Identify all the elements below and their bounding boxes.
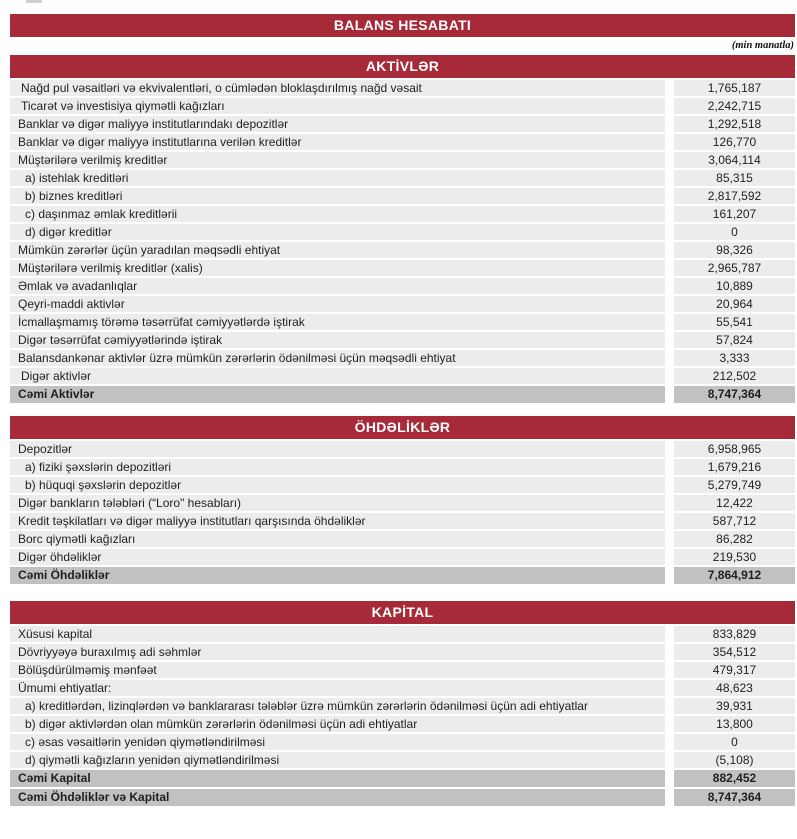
row-label: a) fiziki şəxslərin depozitləri — [10, 459, 665, 475]
row-value: 55,541 — [674, 314, 795, 330]
total-row — [10, 770, 795, 787]
row-value: 354,512 — [674, 644, 795, 660]
section-header: KAPİTAL — [10, 601, 795, 624]
table-row — [10, 134, 795, 150]
row-value: (5,108) — [674, 752, 795, 768]
column-gap — [665, 789, 674, 806]
row-value: 1,679,216 — [674, 459, 795, 475]
total-row — [10, 789, 795, 806]
column-gap — [665, 567, 674, 584]
column-gap — [665, 350, 674, 366]
column-gap — [665, 752, 674, 768]
table-row — [10, 662, 795, 678]
report-title: BALANS HESABATI — [10, 14, 795, 37]
table-row — [10, 441, 795, 457]
table-row — [10, 626, 795, 642]
row-label: Banklar və digər maliyyə institutlarındakı depozitlər — [10, 116, 665, 132]
column-gap — [665, 332, 674, 348]
row-value: 39,931 — [674, 698, 795, 714]
row-value: 833,829 — [674, 626, 795, 642]
column-gap — [665, 513, 674, 529]
balance-table — [10, 55, 795, 806]
row-value: 0 — [674, 224, 795, 240]
column-gap — [665, 134, 674, 150]
row-label: Cəmi Öhdəliklər və Kapital — [10, 789, 665, 806]
row-label: a) istehlak kreditləri — [10, 170, 665, 186]
row-value: 2,242,715 — [674, 98, 795, 114]
column-gap — [665, 477, 674, 493]
row-value: 126,770 — [674, 134, 795, 150]
table-row — [10, 752, 795, 768]
row-value: 3,333 — [674, 350, 795, 366]
row-label: Digər təsərrüfat cəmiyyətlərində iştirak — [10, 332, 665, 348]
table-row — [10, 332, 795, 348]
table-row — [10, 644, 795, 660]
column-gap — [665, 206, 674, 222]
row-label: Dövriyyəyə buraxılmış adi səhmlər — [10, 644, 665, 660]
row-label: Depozitlər — [10, 441, 665, 457]
table-row — [10, 278, 795, 294]
row-label: Cəmi Aktivlər — [10, 386, 665, 403]
cropped-artifact — [26, 0, 42, 3]
column-gap — [665, 188, 674, 204]
column-gap — [665, 116, 674, 132]
column-gap — [665, 278, 674, 294]
report-content — [10, 14, 795, 808]
table-row — [10, 350, 795, 366]
column-gap — [665, 680, 674, 696]
row-value: 57,824 — [674, 332, 795, 348]
table-section — [10, 601, 795, 806]
row-label: d) digər kreditlər — [10, 224, 665, 240]
table-row — [10, 680, 795, 696]
column-gap — [665, 224, 674, 240]
total-row — [10, 386, 795, 403]
row-label: a) kreditlərdən, lizinqlərdən və banklararası tələblər üzrə mümkün zərərlərin ödənilməsi üçün adi ehtiyatlar — [10, 698, 665, 714]
row-label: Əmlak və avadanlıqlar — [10, 278, 665, 294]
column-gap — [665, 368, 674, 384]
row-value: 48,623 — [674, 680, 795, 696]
row-label: c) əsas vəsaitlərin yenidən qiymətləndirilməsi — [10, 734, 665, 750]
section-header: ÖHDƏLİKLƏR — [10, 416, 795, 439]
row-value: 85,315 — [674, 170, 795, 186]
row-value: 587,712 — [674, 513, 795, 529]
row-value: 10,889 — [674, 278, 795, 294]
table-row — [10, 152, 795, 168]
column-gap — [665, 314, 674, 330]
column-gap — [665, 698, 674, 714]
column-gap — [665, 626, 674, 642]
column-gap — [665, 386, 674, 403]
row-label: Ümumi ehtiyatlar: — [10, 680, 665, 696]
row-value: 5,279,749 — [674, 477, 795, 493]
table-row — [10, 734, 795, 750]
row-value: 0 — [674, 734, 795, 750]
section-header: AKTİVLƏR — [10, 55, 795, 78]
row-label: b) hüquqi şəxslərin depozitlər — [10, 477, 665, 493]
table-row — [10, 188, 795, 204]
unit-note: (min manatla) — [731, 40, 794, 51]
column-gap — [665, 152, 674, 168]
row-label: Borc qiymətli kağızları — [10, 531, 665, 547]
row-value: 8,747,364 — [674, 386, 795, 403]
table-row — [10, 314, 795, 330]
row-label: d) qiymətli kağızların yenidən qiymətləndirilməsi — [10, 752, 665, 768]
row-label: Bölüşdürülməmiş mənfəət — [10, 662, 665, 678]
column-gap — [665, 80, 674, 96]
row-value: 882,452 — [674, 770, 795, 787]
row-value: 86,282 — [674, 531, 795, 547]
table-row — [10, 698, 795, 714]
table-row — [10, 368, 795, 384]
row-value: 13,800 — [674, 716, 795, 732]
column-gap — [665, 549, 674, 565]
row-label: Mümkün zərərlər üçün yaradılan məqsədli ehtiyat — [10, 242, 665, 258]
column-gap — [665, 441, 674, 457]
table-row — [10, 459, 795, 475]
column-gap — [665, 495, 674, 511]
table-row — [10, 242, 795, 258]
row-label: Digər öhdəliklər — [10, 549, 665, 565]
table-row — [10, 260, 795, 276]
column-gap — [665, 662, 674, 678]
table-row — [10, 495, 795, 511]
row-label: b) biznes kreditləri — [10, 188, 665, 204]
row-label: Xüsusi kapital — [10, 626, 665, 642]
row-value: 1,765,187 — [674, 80, 795, 96]
column-gap — [665, 170, 674, 186]
row-value: 219,530 — [674, 549, 795, 565]
row-label: Müştərilərə verilmiş kreditlər (xalis) — [10, 260, 665, 276]
row-label: Balansdankənar aktivlər üzrə mümkün zərərlərin ödənilməsi üçün məqsədli ehtiyat — [10, 350, 665, 366]
table-row — [10, 716, 795, 732]
row-label: c) daşınmaz əmlak kreditlərii — [10, 206, 665, 222]
table-row — [10, 116, 795, 132]
column-gap — [665, 734, 674, 750]
row-value: 20,964 — [674, 296, 795, 312]
total-row — [10, 567, 795, 584]
row-value: 3,064,114 — [674, 152, 795, 168]
row-label: Digər aktivlər — [10, 368, 665, 384]
table-section — [10, 416, 795, 584]
row-label: Cəmi Kapital — [10, 770, 665, 787]
row-value: 2,817,592 — [674, 188, 795, 204]
row-label: Nağd pul vəsaitləri və ekvivalentləri, o cümlədən bloklaşdırılmış nağd vəsait — [10, 80, 665, 96]
table-row — [10, 206, 795, 222]
row-label: Banklar və digər maliyyə institutlarına verilən kreditlər — [10, 134, 665, 150]
row-label: b) digər aktivlərdən olan mümkün zərərlərin ödənilməsi üçün adi ehtiyatlar — [10, 716, 665, 732]
row-label: Cəmi Öhdəliklər — [10, 567, 665, 584]
column-gap — [665, 260, 674, 276]
row-value: 7,864,912 — [674, 567, 795, 584]
row-value: 6,958,965 — [674, 441, 795, 457]
table-row — [10, 170, 795, 186]
row-label: İcmallaşmamış törəmə təsərrüfat cəmiyyətlərdə iştirak — [10, 314, 665, 330]
row-value: 12,422 — [674, 495, 795, 511]
table-row — [10, 80, 795, 96]
row-value: 8,747,364 — [674, 789, 795, 806]
table-row — [10, 98, 795, 114]
row-label: Kredit təşkilatları və digər maliyyə institutları qarşısında öhdəliklər — [10, 513, 665, 529]
column-gap — [665, 531, 674, 547]
row-value: 212,502 — [674, 368, 795, 384]
column-gap — [665, 242, 674, 258]
row-label: Müştərilərə verilmiş kreditlər — [10, 152, 665, 168]
row-label: Ticarət və investisiya qiymətli kağızları — [10, 98, 665, 114]
row-value: 479,317 — [674, 662, 795, 678]
column-gap — [665, 770, 674, 787]
column-gap — [665, 644, 674, 660]
column-gap — [665, 716, 674, 732]
table-row — [10, 224, 795, 240]
table-row — [10, 513, 795, 529]
table-row — [10, 296, 795, 312]
column-gap — [665, 459, 674, 475]
table-row — [10, 477, 795, 493]
row-label: Qeyri-maddi aktivlər — [10, 296, 665, 312]
row-value: 2,965,787 — [674, 260, 795, 276]
row-label: Digər bankların tələbləri (“Loro" hesabları) — [10, 495, 665, 511]
table-row — [10, 549, 795, 565]
column-gap — [665, 296, 674, 312]
row-value: 161,207 — [674, 206, 795, 222]
row-value: 98,326 — [674, 242, 795, 258]
column-gap — [665, 98, 674, 114]
row-value: 1,292,518 — [674, 116, 795, 132]
table-section — [10, 55, 795, 403]
table-row — [10, 531, 795, 547]
